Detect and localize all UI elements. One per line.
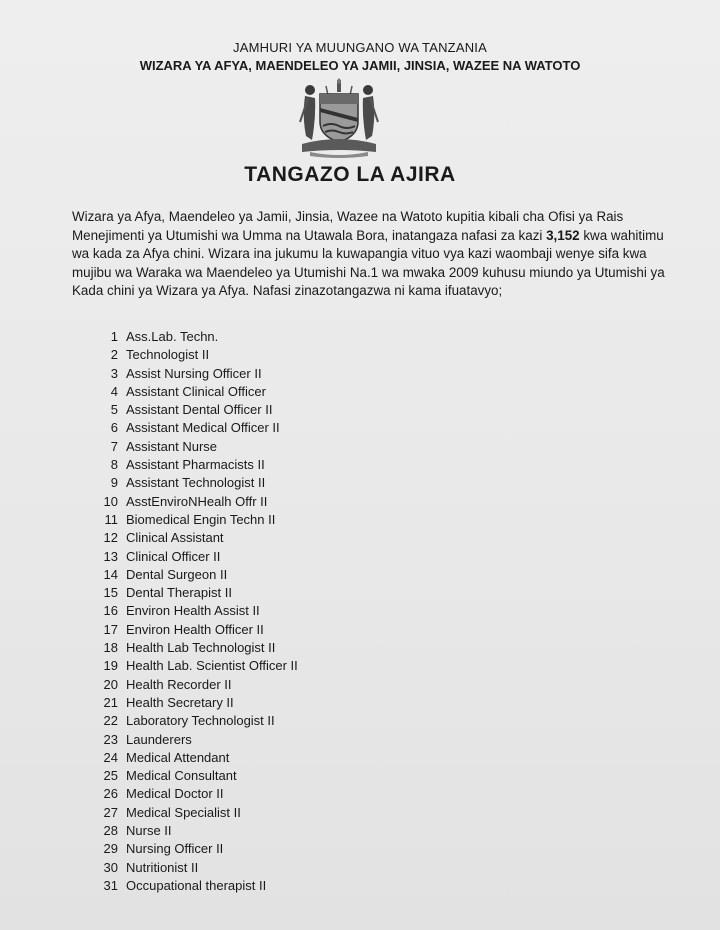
list-item-number: 19 [103, 658, 118, 674]
list-item-label: Laboratory Technologist II [126, 713, 275, 729]
list-item [0, 785, 720, 803]
list-item-label: Biomedical Engin Techn II [126, 511, 276, 527]
list-item-label: AsstEnviroNHealh Offr II [126, 493, 268, 509]
list-item-number: 27 [103, 804, 118, 820]
list-item-label: Dental Surgeon II [126, 566, 228, 582]
list-item [0, 474, 720, 492]
list-item-label: Health Lab. Scientist Officer II [126, 658, 298, 674]
list-item-number: 31 [103, 877, 118, 893]
list-item [0, 877, 720, 895]
list-item-label: Ass.Lab. Techn. [126, 329, 219, 344]
list-item-number: 15 [103, 585, 118, 601]
list-item [0, 712, 720, 730]
list-item [0, 657, 720, 675]
list-item-label: Environ Health Officer II [126, 621, 264, 637]
list-item-number: 8 [110, 457, 118, 473]
list-item-number: 28 [103, 823, 118, 839]
list-item-label: Health Secretary II [126, 694, 234, 710]
list-item [0, 804, 720, 822]
page-title: TANGAZO LA AJIRA [244, 163, 456, 186]
list-item-number: 24 [103, 749, 118, 765]
list-item [0, 676, 720, 694]
list-item-number: 14 [103, 566, 118, 582]
list-item-number: 5 [110, 402, 118, 418]
list-item-label: Medical Specialist II [126, 804, 241, 820]
list-item [0, 731, 720, 749]
list-item-number: 9 [110, 475, 118, 491]
list-item [0, 401, 720, 419]
list-item-number: 20 [103, 676, 118, 692]
list-item [0, 840, 720, 858]
list-item-number: 26 [103, 786, 118, 802]
list-item [0, 584, 720, 602]
list-item-number: 30 [103, 859, 118, 875]
list-item-label: Nurse II [126, 823, 172, 839]
list-item [0, 767, 720, 785]
positions-list [0, 328, 720, 895]
list-item [0, 383, 720, 401]
list-item-number: 18 [103, 640, 118, 656]
list-item-label: Assistant Nurse [126, 438, 218, 454]
intro-text-2: kwa wahitimu wa kada za Afya chini. Wizara ina jukumu la kuwapangia vituo vya kazi waombaji wenye sifa kwa mujibu wa Waraka wa Maendeleo ya Utumishi Na.1 wa mwaka 2009 kuhusu miundo ya Utumishi ya Kada chini ya Wizara ya Afya. Nafasi zinazotangazwa ni kama ifuatavyo; [72, 227, 665, 298]
list-item-number: 21 [103, 694, 118, 710]
header-ministry: WIZARA YA AFYA, MAENDELEO YA JAMII, JINSIA, WAZEE NA WATOTO [139, 58, 581, 73]
list-item [0, 548, 720, 566]
intro-text-1: Wizara ya Afya, Maendeleo ya Jamii, Jinsia, Wazee na Watoto kupitia kibali cha Ofisi ya Rais Menejimenti ya Utumishi wa Umma na Utawala Bora, inatangaza nafasi za kazi [72, 209, 624, 243]
intro-paragraph [72, 208, 672, 301]
list-item-label: Assistant Medical Officer II [126, 420, 280, 436]
list-item-label: Assistant Technologist II [126, 475, 266, 491]
tanzania-coat-of-arms-icon [296, 78, 382, 160]
list-item-number: 7 [110, 438, 118, 454]
list-item-label: Clinical Officer II [126, 548, 221, 564]
header-country: JAMHURI YA MUUNGANO WA TANZANIA [233, 40, 487, 55]
list-item-label: Nursing Officer II [126, 841, 224, 857]
list-item-label: Clinical Assistant [126, 530, 224, 546]
list-item [0, 859, 720, 877]
list-item [0, 529, 720, 547]
list-item-number: 4 [110, 383, 118, 399]
list-item-label: Health Lab Technologist II [126, 640, 276, 656]
list-item-number: 2 [110, 347, 118, 363]
list-item-label: Dental Therapist II [126, 585, 232, 601]
list-item-number: 23 [103, 731, 118, 747]
list-item-label: Nutritionist II [126, 859, 199, 875]
list-item-label: Medical Consultant [126, 768, 237, 784]
list-item [0, 694, 720, 712]
list-item-number: 3 [110, 365, 118, 381]
list-item-label: Assistant Pharmacists II [126, 457, 265, 473]
list-item-label: Assistant Clinical Officer [126, 383, 266, 399]
list-item-number: 29 [103, 841, 118, 857]
list-item-label: Assistant Dental Officer II [126, 402, 273, 418]
list-item-number: 22 [103, 713, 118, 729]
list-item-number: 25 [103, 768, 118, 784]
list-item-label: Technologist II [126, 347, 210, 363]
list-item [0, 328, 720, 346]
list-item [0, 365, 720, 383]
list-item-label: Medical Attendant [126, 749, 230, 765]
list-item-number: 6 [110, 420, 118, 436]
list-item-number: 16 [103, 603, 118, 619]
list-item [0, 438, 720, 456]
list-item-label: Occupational therapist II [126, 877, 267, 893]
list-item-number: 11 [104, 511, 118, 527]
list-item-number: 17 [103, 621, 118, 637]
list-item-label: Environ Health Assist II [126, 603, 260, 619]
list-item-number: 10 [103, 493, 118, 509]
list-item-number: 13 [103, 548, 118, 564]
list-item [0, 602, 720, 620]
list-item [0, 493, 720, 511]
list-item-label: Medical Doctor II [126, 786, 224, 802]
vacancy-count: 3,152 [546, 227, 580, 243]
list-item-label: Health Recorder II [126, 676, 232, 692]
list-item [0, 456, 720, 474]
list-item [0, 419, 720, 437]
list-item [0, 749, 720, 767]
list-item [0, 566, 720, 584]
list-item-label: Launderers [126, 731, 192, 747]
list-item [0, 822, 720, 840]
list-item [0, 639, 720, 657]
list-item-label: Assist Nursing Officer II [126, 365, 262, 381]
list-item-number: 12 [103, 530, 118, 546]
list-item [0, 621, 720, 639]
list-item-number: 1 [110, 329, 118, 344]
list-item [0, 511, 720, 529]
list-item [0, 346, 720, 364]
